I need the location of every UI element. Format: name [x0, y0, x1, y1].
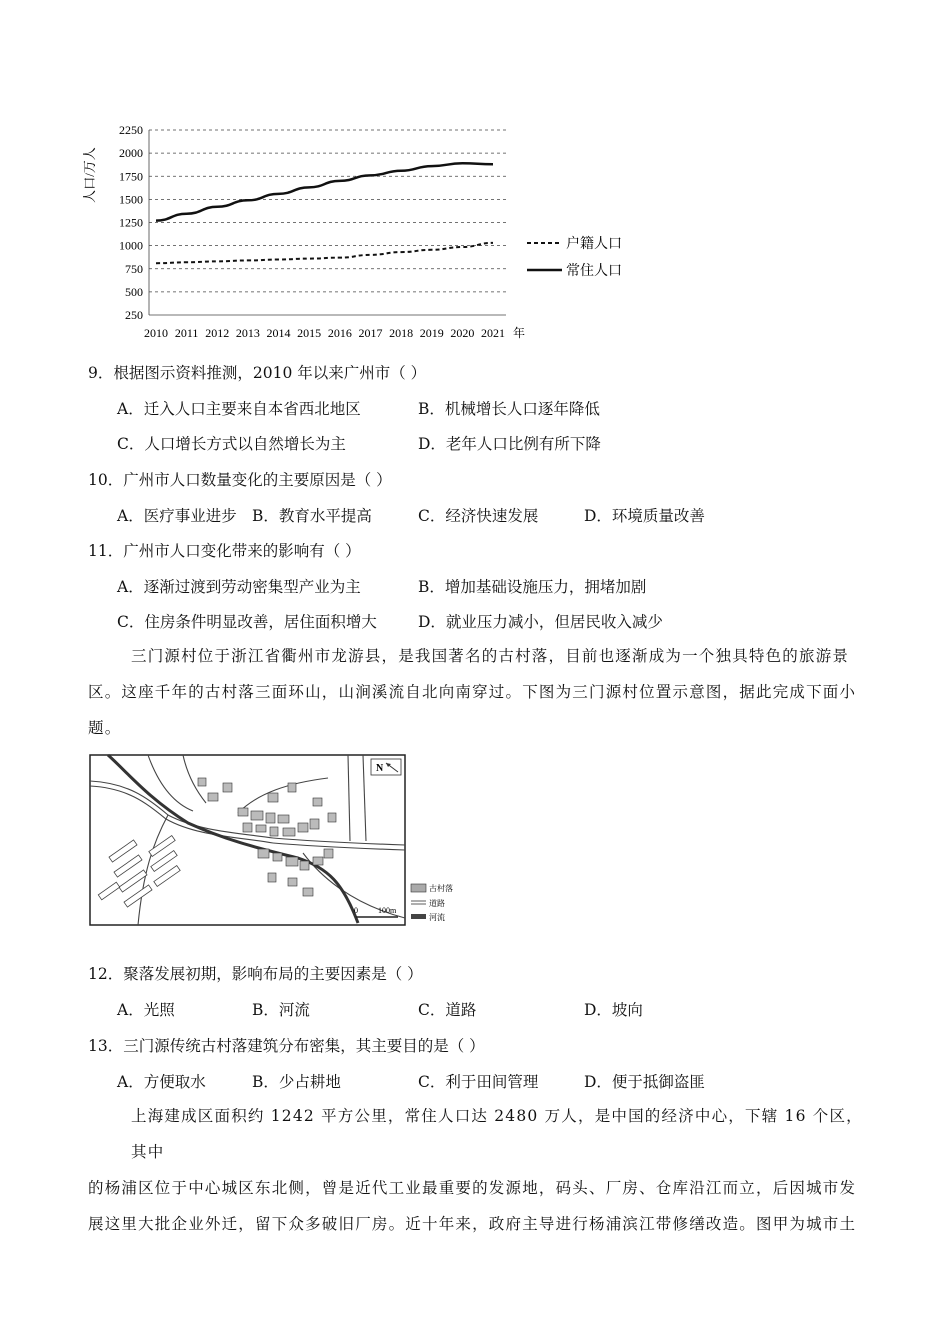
legend-road: 道路 — [429, 899, 445, 908]
y-tick-label: 750 — [125, 261, 143, 276]
x-tick-label: 2017 — [358, 326, 383, 340]
q13-option-b: B．少占耕地 — [252, 1073, 341, 1091]
series-line-changzhu — [156, 163, 493, 220]
y-tick-label: 2250 — [119, 123, 143, 137]
x-tick-label: 2010 — [144, 326, 168, 340]
x-tick-label: 2011 — [174, 326, 199, 340]
x-tick-label: 2018 — [389, 326, 414, 340]
x-axis-unit: 年 — [512, 326, 526, 340]
x-tick-label: 2012 — [205, 326, 230, 340]
q9-option-c: C．人口增长方式以自然增长为主 — [117, 435, 346, 453]
passage-sanmenyuan — [88, 638, 863, 746]
q12-option-a: A．光照 — [117, 1001, 175, 1019]
passage-1-line-1: 三门源村位于浙江省衢州市龙游县，是我国著名的古村落，目前也逐渐成为一个独具特色的旅游景 — [131, 647, 850, 665]
q13-option-c: C．利于田间管理 — [418, 1073, 539, 1091]
y-tick-label: 1250 — [119, 215, 143, 230]
passage-2-line-1: 上海建成区面积约 1242 平方公里，常住人口达 2480 万人，是中国的经济中心，下辖 16 个区，其中 — [131, 1107, 863, 1161]
q10-option-c: C．经济快速发展 — [418, 507, 539, 525]
question-10-stem: 10．广州市人口数量变化的主要原因是（ ） — [88, 471, 392, 489]
q12-option-b: B．河流 — [252, 1001, 310, 1019]
y-tick-label: 1750 — [119, 169, 143, 184]
passage-1-line-2: 区。这座千年的古村落三面环山，山涧溪流自北向南穿过。下图为三门源村位置示意图，据此完成下面小 — [88, 683, 857, 701]
x-tick-label: 2019 — [419, 326, 444, 340]
question-9-stem: 9．根据图示资料推测，2010 年以来广州市（ ） — [88, 364, 427, 382]
legend-village-swatch — [411, 884, 426, 892]
legend-village: 古村落 — [429, 884, 453, 893]
q11-option-b: B．增加基础设施压力，拥堵加剧 — [418, 578, 647, 596]
q11-option-a: A．逐渐过渡到劳动密集型产业为主 — [117, 578, 361, 596]
legend-label-changzhu: 常住人口 — [566, 264, 622, 279]
x-tick-label: 2020 — [450, 326, 475, 340]
q13-option-d: D．便于抵御盗匪 — [584, 1073, 705, 1091]
legend-river: 河流 — [429, 913, 445, 922]
y-tick-label: 1000 — [119, 238, 143, 253]
village-location-map — [88, 753, 468, 928]
q10-option-a: A．医疗事业进步 — [117, 507, 237, 525]
x-tick-label: 2014 — [266, 326, 291, 340]
scale-zero: 0 — [354, 906, 358, 915]
legend-river-swatch — [411, 914, 426, 919]
x-tick-label: 2015 — [297, 326, 322, 340]
passage-shanghai — [88, 1098, 863, 1242]
q9-option-b: B．机械增长人口逐年降低 — [418, 400, 600, 418]
y-tick-labels — [119, 123, 143, 322]
y-tick-label: 250 — [125, 308, 143, 322]
scale-length: 100m — [378, 906, 397, 915]
chart-gridlines — [149, 130, 506, 315]
x-tick-labels — [144, 325, 525, 340]
x-tick-label: 2016 — [327, 326, 352, 340]
population-line-chart — [80, 115, 650, 350]
chart-series — [156, 163, 493, 263]
north-arrow — [371, 759, 401, 775]
question-12-stem: 12．聚落发展初期，影响布局的主要因素是（ ） — [88, 965, 423, 983]
q10-option-b: B．教育水平提高 — [252, 507, 372, 525]
q11-option-c: C．住房条件明显改善，居住面积增大 — [117, 613, 377, 631]
q12-option-c: C．道路 — [418, 1001, 477, 1019]
question-11-stem: 11．广州市人口变化带来的影响有（ ） — [88, 542, 361, 560]
y-tick-label: 500 — [125, 284, 143, 299]
y-axis-label: 人口/万人 — [82, 147, 97, 203]
x-tick-label: 2013 — [235, 326, 260, 340]
map-legend — [411, 883, 453, 922]
q9-option-d: D．老年人口比例有所下降 — [418, 435, 601, 453]
y-tick-label: 1500 — [119, 192, 143, 207]
passage-2-line-3: 展这里大批企业外迁，留下众多破旧厂房。近十年来，政府主导进行杨浦滨江带修缮改造。图甲为城市土 — [88, 1215, 857, 1233]
q9-option-a: A．迁入人口主要来自本省西北地区 — [117, 400, 361, 418]
q10-option-d: D．环境质量改善 — [584, 507, 705, 525]
x-tick-label: 2021 — [481, 326, 505, 340]
q12-option-d: D．坡向 — [584, 1001, 643, 1019]
passage-2-line-2: 的杨浦区位于中心城区东北侧，曾是近代工业最重要的发源地，码头、厂房、仓库沿江而立，后因城市发 — [88, 1179, 857, 1197]
question-13-stem: 13．三门源传统古村落建筑分布密集，其主要目的是（ ） — [88, 1037, 485, 1055]
chart-legend — [527, 236, 622, 279]
q13-option-a: A．方便取水 — [117, 1073, 206, 1091]
y-tick-label: 2000 — [119, 146, 143, 161]
legend-label-hukou: 户籍人口 — [566, 237, 622, 252]
north-label: N — [376, 763, 384, 774]
passage-1-line-3: 题。 — [88, 719, 122, 737]
q11-option-d: D．就业压力减小，但居民收入减少 — [418, 613, 663, 631]
